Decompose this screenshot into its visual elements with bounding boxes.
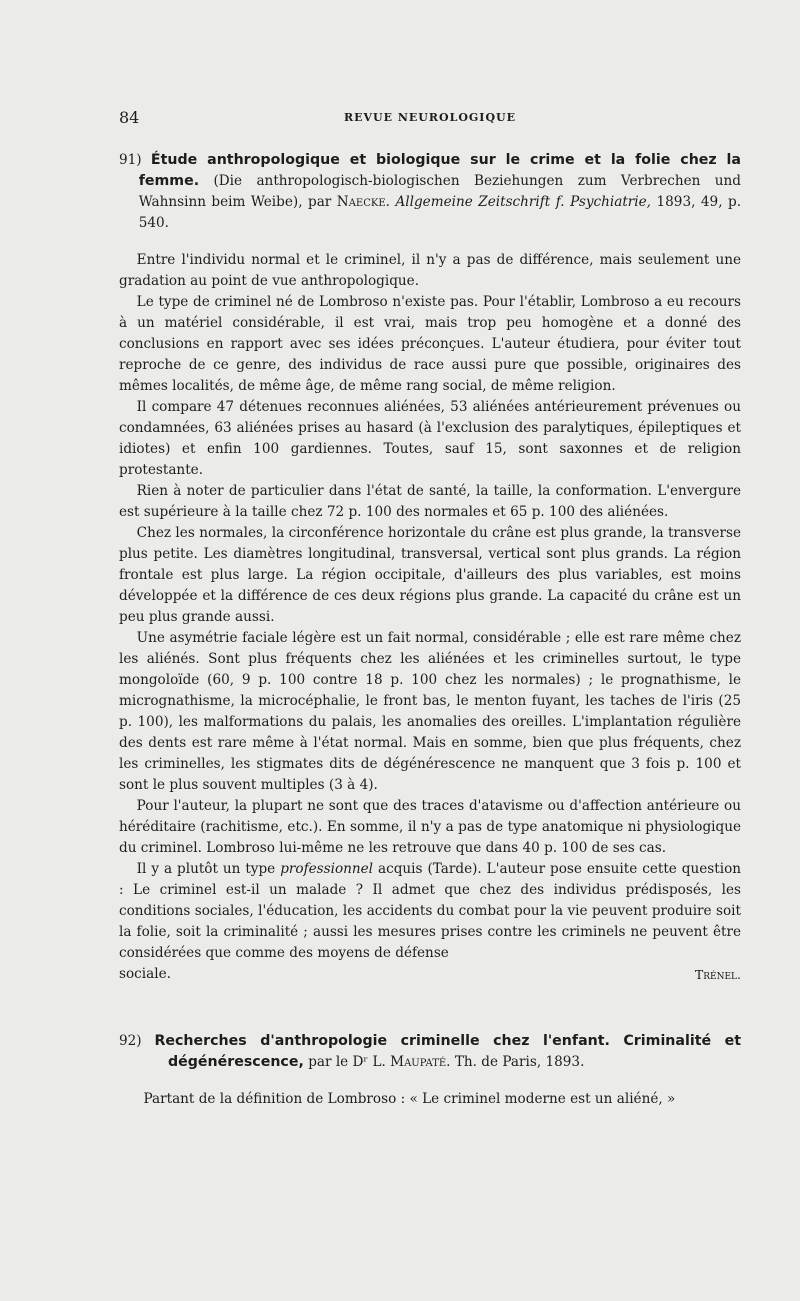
body-paragraph: Le type de criminel né de Lombroso n'existe pas. Pour l'établir, Lombroso a eu recours à un matériel considérable, il est vrai, mais trop peu homogène et a donné des conclusions en rapport avec ses idées préconçues. L'auteur étudiera, pour éviter tout reproche de ce genre, des individus de race aussi pure que possible, originaires des mêmes localités, de même âge, de même rang social, de même religion. [119,294,741,394]
body-paragraph: Entre l'individu normal et le criminel, il n'y a pas de différence, mais seulement une gradation au point de vue anthropologique. [119,252,741,289]
page-number: 84 [119,108,140,127]
emphasis-text: professionnel [280,861,374,877]
entry-citation: (Die anthropologisch-biologischen Beziehungen zum Verbrechen und Wahnsinn beim Weibe), par [138,173,741,210]
body-paragraph: Rien à noter de particulier dans l'état de santé, la taille, la conformation. L'envergure est supérieure à la taille chez 72 p. 100 des normales et 65 p. 100 des aliénées. [119,483,741,520]
closing-word: sociale. [119,966,171,982]
reviewer-signature: Trénel. [694,967,741,982]
page-content [119,150,741,1110]
entry-author: Naecke. [336,194,390,210]
body-paragraph: Chez les normales, la circonférence horizontale du crâne est plus grande, la transverse plus petite. Les diamètres longitudinal, transversal, vertical sont plus grands. La région frontale est plus large. La région occipitale, d'ailleurs des plus variables, est moins développée et la différence de ces deux régions plus grande. La capacité du crâne est un peu plus grande aussi. [119,525,741,625]
entry-citation-tail: 1893, 49, p. 540. [138,194,742,231]
page-header [119,108,741,132]
entry-title: Recherches d'anthropologie criminelle chez l'enfant. Criminalité et dégénérescence, [154,1033,741,1070]
entry-by: par le Dʳ L. [308,1054,386,1070]
entry-number: 92) [119,1033,142,1049]
entry-source: Th. de Paris, 1893. [454,1054,585,1070]
entry-author: Maupaté. [390,1054,451,1070]
signature-line [119,964,741,985]
body-paragraph: Pour l'auteur, la plupart ne sont que des traces d'atavisme ou d'affection antérieure ou héréditaire (rachitisme, etc.). En somme, il n'y a pas de type anatomique ni physiologique du criminel. Lombroso lui-même ne les retrouve que dans 40 p. 100 de ses cas. [119,798,741,856]
paragraph-text: acquis (Tarde). L'auteur pose ensuite cette question : Le criminel est-il un malade ? Il admet que chez des individus prédisposés, les conditions sociales, l'éducation, les accidents du combat pour la vie peuvent produire soit la folie, soit la criminalité ; aussi les mesures prises contre les criminels ne peuvent être considérées que comme des moyens de défense [119,861,742,961]
entry-title: Étude anthropologique et biologique sur le crime et la folie chez la femme. [138,152,741,189]
entry-journal: Allgemeine Zeitschrift f. Psychiatrie, [395,194,652,210]
entry-91-heading [119,150,741,234]
paragraph-text: Il y a plutôt un type [136,861,276,877]
body-paragraph: Il compare 47 détenues reconnues aliénées, 53 aliénées antérieurement prévenues ou condamnées, 63 aliénées prises au hasard (à l'exclusion des paralytiques, épileptiques et idiotes) et enfin 100 gardiennes. Toutes, sauf 15, sont saxonnes et de religion protestante. [119,399,741,478]
body-paragraph-final [119,859,741,964]
body-paragraph: Partant de la définition de Lombroso : « Le criminel moderne est un aliéné, » [143,1091,676,1107]
running-title: REVUE NEUROLOGIQUE [343,111,517,124]
body-paragraph: Une asymétrie faciale légère est un fait normal, considérable ; elle est rare même chez les aliénés. Sont plus fréquents chez les aliénées et les criminelles surtout, le type mongoloïde (60, 9 p. 100 contre 18 p. 100 chez les normales) ; le prognathisme, le micrognathisme, la microcéphalie, le front bas, le menton fuyant, les taches de l'iris (25 p. 100), les malformations du palais, les anomalies des oreilles. L'implantation régulière des dents est rare même à l'état normal. Mais en somme, bien que plus fréquents, chez les criminelles, les stigmates dits de dégénérescence ne manquent que 3 fois p. 100 et sont le plus souvent multiples (3 à 4). [119,630,741,793]
entry-92-heading [119,1031,741,1073]
entry-number: 91) [119,152,142,168]
section-gap [119,985,741,1031]
